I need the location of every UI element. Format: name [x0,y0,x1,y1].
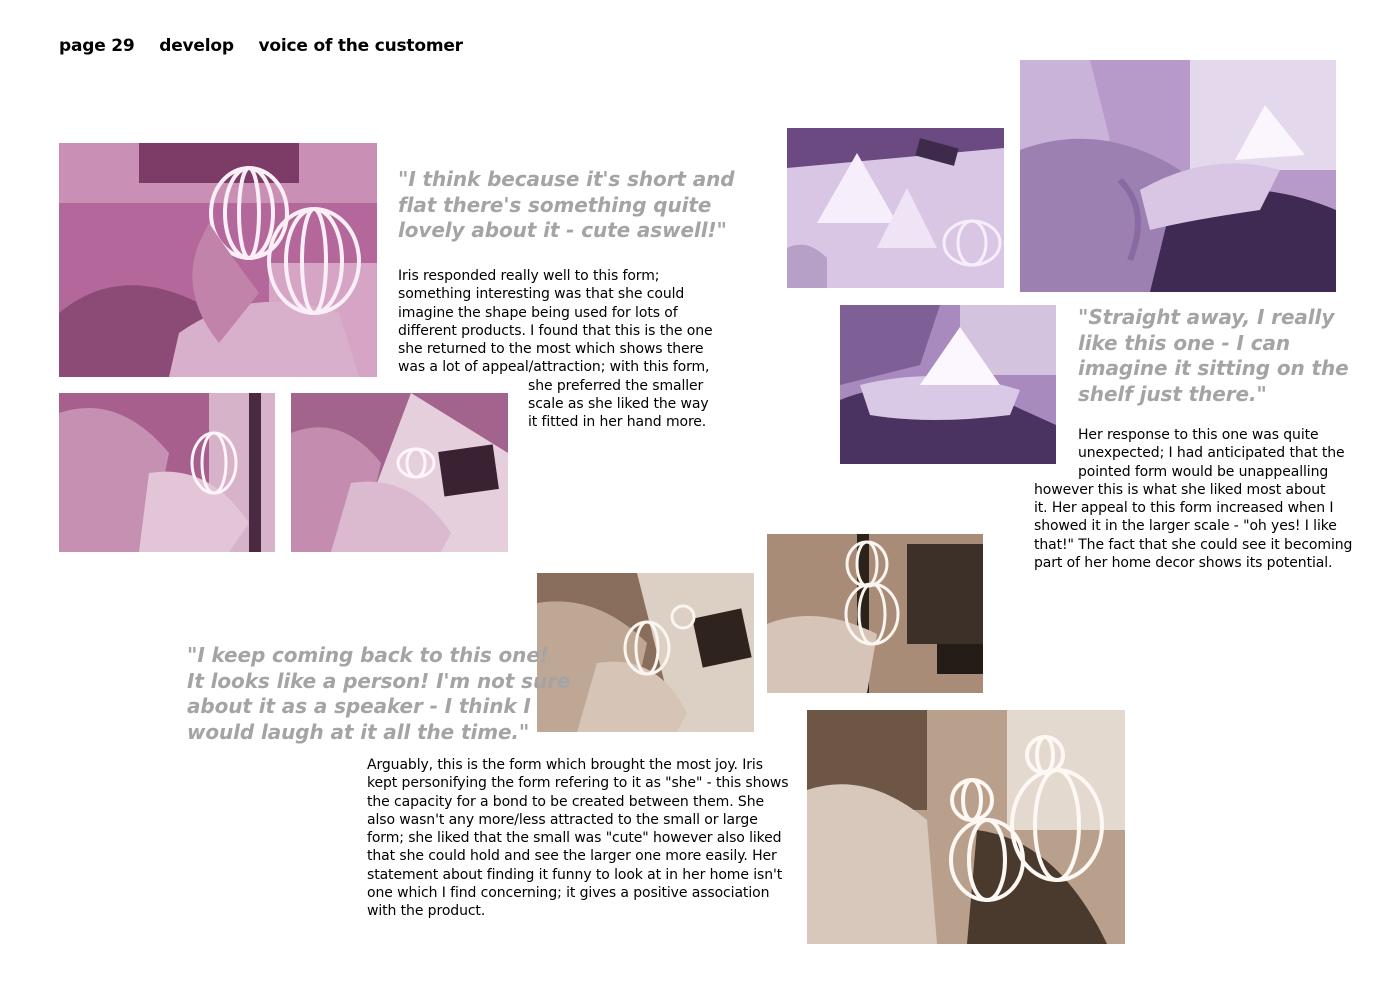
text-line: however this is what she liked most about [1034,481,1326,498]
text-line: that!" The fact that she could see it becoming [1034,536,1353,553]
text-line: the capacity for a bond to be created between them. She [367,793,764,810]
text-line: it. Her appeal to this form increased when I [1034,500,1334,517]
quote-form-3 [187,643,570,745]
text-line: showed it in the larger scale - "oh yes! I like [1034,518,1337,535]
text-line: pointed form would be unappealling [1078,463,1329,480]
text-line: form; she liked that the small was "cute" however also liked [367,830,782,847]
text-line: it fitted in her hand more. [528,414,707,431]
text-line: also wasn't any more/less attracted to the small or large [367,811,758,828]
photo-cone-forms-on-tray [787,128,1004,288]
photo-person-form-held-2 [767,534,983,693]
text-line: Her response to this one was quite [1078,427,1319,443]
text-line: kept personifying the form refering to it as "she" - this shows [367,775,789,792]
text-line: statement about finding it funny to look at in her home isn't [367,866,783,883]
photo-lantern-form-hands-large [59,143,377,377]
text-line: with the product. [367,903,486,920]
page-header [59,36,482,56]
text-line: one which I find concerning; it gives a positive association [367,885,770,902]
page-title: voice of the customer [258,36,463,56]
page-number: page 29 [59,36,135,56]
description-form-2 [1034,426,1352,572]
quote-line: shelf just there." [1078,381,1267,406]
section-name: develop [159,36,234,56]
text-line: was a lot of appeal/attraction; with this form, [398,359,710,376]
quote-line: like this one - I can [1078,330,1291,355]
photo-lantern-form-hands-small-1 [59,393,275,552]
quote-line: would laugh at it all the time." [187,719,530,744]
quote-line: imagine it sitting on the [1078,356,1349,380]
text-line: Iris responded really well to this form; [398,268,660,284]
text-line: she returned to the most which shows there [398,341,704,358]
quote-line: "I keep coming back to this one! [187,643,549,667]
quote-line: about it as a speaker - I think I [187,694,531,718]
photo-cone-form-held-by-iris [1020,60,1336,292]
text-line: she preferred the smaller [528,377,704,394]
text-line: Arguably, this is the form which brought the most joy. Iris [367,757,763,773]
quote-line: lovely about it - cute aswell!" [398,218,727,242]
photo-person-form-large [807,710,1125,944]
text-line: scale as she liked the way [528,396,709,413]
photo-cone-form-in-palm [840,305,1056,464]
quote-line: It looks like a person! I'm not sure [187,668,571,693]
quote-line: "I think because it's short and [398,167,735,191]
text-line: part of her home decor shows its potential. [1034,555,1333,572]
quote-line: "Straight away, I really [1078,305,1335,329]
description-form-1 [398,267,713,432]
quote-form-2 [1078,305,1349,407]
text-line: unexpected; I had anticipated that the [1078,445,1345,462]
quote-form-1 [398,167,735,244]
quote-line: flat there's something quite [398,192,712,217]
text-line: imagine the shape being used for lots of [398,304,678,321]
text-line: different products. I found that this is the one [398,322,713,339]
text-line: that she could hold and see the larger one more easily. Her [367,848,777,865]
text-line: something interesting was that she could [398,286,685,303]
description-form-3 [367,756,788,921]
